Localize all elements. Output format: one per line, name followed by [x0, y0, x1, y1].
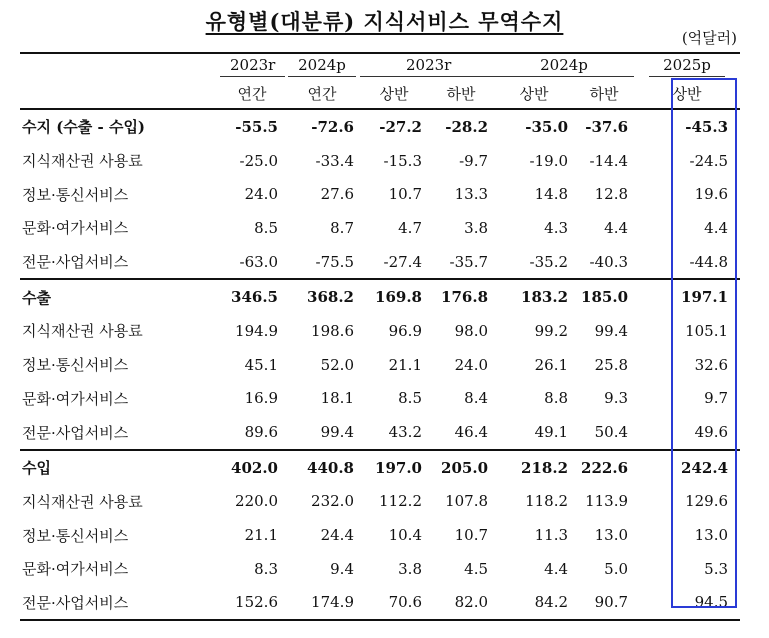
value-cell: -33.4 [315, 151, 354, 170]
value-cell: 84.2 [494, 586, 574, 621]
header-period-row [20, 78, 740, 109]
value-cell: 16.9 [244, 389, 278, 408]
table-row [20, 245, 740, 280]
row-label: 지식재산권 사용료 [22, 492, 143, 511]
row-label: 수출 [20, 279, 220, 314]
value-cell: -63.0 [239, 252, 278, 271]
value-cell: -19.0 [529, 151, 569, 170]
value-cell: 4.4 [544, 559, 569, 578]
value-cell: 89.6 [244, 423, 278, 442]
value-cell: 19.6 [694, 185, 729, 204]
row-label: 정보·통신서비스 [22, 356, 129, 375]
value-cell: 9.7 [704, 389, 729, 408]
value-cell: 113.9 [585, 492, 629, 511]
group-row [20, 279, 740, 314]
value-cell: 4.7 [398, 218, 422, 237]
header-period: 하반 [428, 78, 494, 109]
header-period: 연간 [284, 78, 360, 109]
value-cell: 3.8 [398, 559, 422, 578]
value-cell: 24.0 [244, 185, 278, 204]
header-year-2024p-half: 2024p [494, 53, 634, 78]
value-cell: 26.1 [534, 355, 569, 374]
header-period: 상반 [634, 78, 740, 109]
row-label: 지식재산권 사용료 [22, 152, 143, 171]
value-cell: 98.0 [454, 321, 489, 340]
value-cell: 5.3 [704, 559, 729, 578]
row-label: 전문·사업서비스 [20, 586, 220, 621]
value-cell: 49.6 [694, 423, 729, 442]
value-cell: 3.8 [464, 218, 489, 237]
row-label: 문화·여가서비스 [22, 560, 129, 579]
value-cell: 11.3 [534, 526, 569, 545]
header-year-row [20, 53, 740, 78]
header-corner-2 [20, 78, 220, 109]
value-cell: 185.0 [574, 279, 634, 314]
value-cell: 8.8 [544, 389, 569, 408]
value-cell: 90.7 [574, 586, 634, 621]
value-cell: 107.8 [445, 492, 489, 511]
value-cell: 13.3 [454, 185, 489, 204]
header-year-2023r-half: 2023r [360, 53, 494, 78]
header-year-2024p-annual: 2024p [284, 53, 360, 78]
value-cell: 4.3 [544, 218, 569, 237]
value-cell: 24.0 [454, 355, 489, 374]
value-cell: 368.2 [284, 279, 360, 314]
value-cell: 13.0 [694, 526, 729, 545]
value-cell: 9.4 [330, 559, 354, 578]
value-cell: -28.2 [445, 117, 489, 136]
value-cell: 46.4 [454, 423, 489, 442]
value-cell: 205.0 [428, 450, 494, 485]
row-label: 정보·통신서비스 [22, 185, 129, 204]
value-cell: -72.6 [311, 117, 354, 136]
row-label: 지식재산권 사용료 [22, 322, 143, 341]
table-row [20, 415, 740, 450]
row-label: 문화·여가서비스 [22, 219, 129, 238]
value-cell: 197.0 [360, 450, 428, 485]
value-cell: 99.4 [594, 321, 629, 340]
value-cell: 14.8 [534, 185, 569, 204]
value-cell: -9.7 [459, 151, 489, 170]
row-label: 전문·사업서비스 [22, 253, 129, 272]
table-row [20, 485, 740, 519]
value-cell: 99.4 [320, 423, 354, 442]
header-period: 상반 [360, 78, 428, 109]
value-cell: 96.9 [388, 321, 422, 340]
value-cell: 220.0 [235, 492, 278, 511]
unit-label: (억달러) [681, 29, 737, 47]
value-cell: 32.6 [694, 355, 729, 374]
table-row [20, 382, 740, 416]
value-cell: 222.6 [574, 450, 634, 485]
header-period: 상반 [494, 78, 574, 109]
value-cell: 10.7 [454, 526, 489, 545]
value-cell: -55.5 [235, 117, 278, 136]
row-label: 전문·사업서비스 [22, 423, 129, 442]
value-cell: 52.0 [320, 355, 354, 374]
value-cell: 8.4 [464, 389, 489, 408]
value-cell: -14.4 [589, 151, 629, 170]
value-cell: 4.4 [704, 218, 729, 237]
value-cell: 152.6 [220, 586, 284, 621]
header-year-2023r-annual: 2023r [220, 53, 284, 78]
header-period: 하반 [574, 78, 634, 109]
value-cell: 169.8 [360, 279, 428, 314]
value-cell: 174.9 [284, 586, 360, 621]
value-cell: -40.3 [589, 252, 629, 271]
trade-balance-table [20, 52, 740, 621]
value-cell: 13.0 [594, 526, 629, 545]
value-cell: 8.7 [330, 218, 354, 237]
value-cell: 94.5 [634, 586, 740, 621]
table-row [20, 314, 740, 348]
value-cell: 118.2 [525, 492, 569, 511]
value-cell: 346.5 [220, 279, 284, 314]
value-cell: 176.8 [428, 279, 494, 314]
header-year-2025p: 2025p [634, 53, 740, 78]
value-cell: 10.7 [388, 185, 422, 204]
table-row [20, 348, 740, 382]
row-label: 수입 [20, 450, 220, 485]
value-cell: 70.6 [360, 586, 428, 621]
value-cell: 49.1 [534, 423, 569, 442]
value-cell: 129.6 [685, 492, 729, 511]
value-cell: 43.2 [388, 423, 422, 442]
value-cell: 440.8 [284, 450, 360, 485]
value-cell: -35.2 [529, 252, 569, 271]
value-cell: 4.5 [464, 559, 489, 578]
value-cell: 21.1 [244, 526, 278, 545]
value-cell: 10.4 [388, 526, 422, 545]
value-cell: 8.5 [254, 218, 278, 237]
value-cell: 112.2 [379, 492, 422, 511]
table-row [20, 518, 740, 552]
value-cell: -45.3 [685, 117, 729, 136]
value-cell: 198.6 [311, 321, 354, 340]
value-cell: 82.0 [428, 586, 494, 621]
value-cell: 9.3 [604, 389, 629, 408]
table-row [20, 177, 740, 211]
header-period: 연간 [220, 78, 284, 109]
table-row [20, 211, 740, 245]
value-cell: -37.6 [585, 117, 629, 136]
value-cell: 197.1 [634, 279, 740, 314]
table-row [20, 552, 740, 586]
row-label: 수지 (수출 - 수입) [22, 118, 146, 137]
table-row [20, 144, 740, 178]
value-cell: -15.3 [383, 151, 422, 170]
value-cell: -25.0 [239, 151, 278, 170]
value-cell: -27.4 [383, 252, 422, 271]
value-cell: -35.0 [525, 117, 569, 136]
value-cell: 105.1 [685, 321, 729, 340]
value-cell: 12.8 [594, 185, 629, 204]
value-cell: 4.4 [604, 218, 629, 237]
value-cell: 25.8 [594, 355, 629, 374]
table-title: 유형별(대분류) 지식서비스 무역수지 [205, 9, 564, 34]
value-cell: 218.2 [494, 450, 574, 485]
value-cell: -44.8 [689, 252, 729, 271]
value-cell: 8.3 [254, 559, 278, 578]
value-cell: -75.5 [315, 252, 354, 271]
table-body [20, 109, 740, 620]
value-cell: 27.6 [320, 185, 354, 204]
value-cell: 402.0 [220, 450, 284, 485]
header-corner [20, 53, 220, 78]
value-cell: 5.0 [604, 559, 629, 578]
group-row [20, 109, 740, 144]
row-label: 문화·여가서비스 [22, 389, 129, 408]
group-row [20, 450, 740, 485]
value-cell: 8.5 [398, 389, 422, 408]
value-cell: 50.4 [594, 423, 629, 442]
table-row [20, 586, 740, 621]
value-cell: -27.2 [379, 117, 422, 136]
value-cell: 232.0 [311, 492, 354, 511]
value-cell: 45.1 [244, 355, 278, 374]
row-label: 정보·통신서비스 [22, 526, 129, 545]
value-cell: 194.9 [235, 321, 278, 340]
value-cell: 99.2 [534, 321, 569, 340]
value-cell: 24.4 [320, 526, 354, 545]
value-cell: -24.5 [689, 151, 729, 170]
value-cell: 21.1 [388, 355, 422, 374]
value-cell: 18.1 [320, 389, 354, 408]
value-cell: 242.4 [634, 450, 740, 485]
value-cell: -35.7 [449, 252, 489, 271]
value-cell: 183.2 [494, 279, 574, 314]
